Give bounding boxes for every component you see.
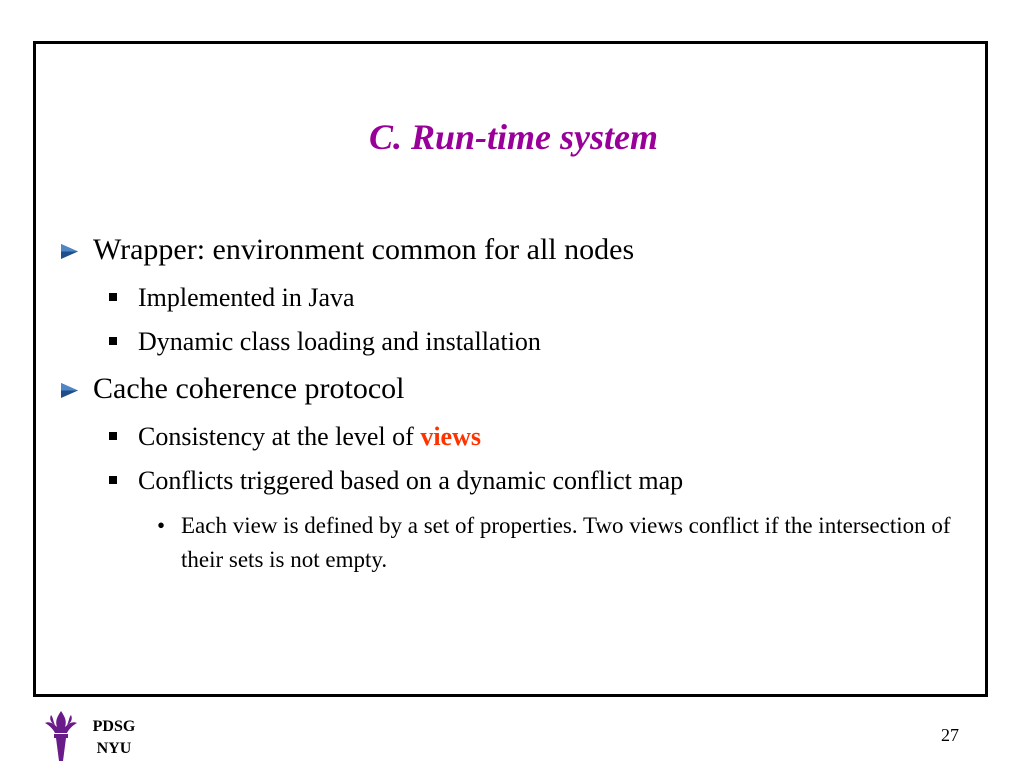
sub-bullet-consistency — [138, 422, 481, 452]
logo-text — [86, 716, 142, 760]
square-bullet-icon — [109, 432, 117, 440]
arrow-bullet-icon — [61, 244, 78, 259]
square-bullet-icon — [109, 337, 117, 345]
sub-sub-bullet-view-definition — [157, 509, 981, 577]
sub-bullet-java — [138, 283, 355, 313]
arrow-bullet-icon — [61, 383, 78, 398]
sub-bullet-text: Consistency at the level of — [138, 422, 421, 451]
sub-bullet-text: Dynamic class loading and installation — [138, 327, 541, 356]
sub-bullet-class-loading — [138, 327, 541, 357]
sub-bullet-text: Implemented in Java — [138, 283, 355, 312]
sub-bullet-conflicts — [138, 466, 683, 496]
slide-title: C. Run-time system — [368, 117, 659, 157]
bullet-item-wrapper — [93, 233, 634, 267]
emphasis-views: views — [420, 422, 481, 451]
square-bullet-icon — [109, 293, 117, 301]
page-number: 27 — [941, 725, 959, 745]
bullet-text: Cache coherence protocol — [93, 372, 405, 405]
logo-line-pdsg: PDSG — [92, 718, 136, 735]
sub-sub-bullet-text: Each view is defined by a set of properties. Two views conflict if the intersection of their sets is not empty. — [181, 513, 951, 572]
dot-bullet-icon: • — [157, 513, 166, 538]
sub-bullet-text: Conflicts triggered based on a dynamic conflict map — [138, 466, 684, 495]
slide-frame — [33, 41, 988, 697]
bullet-item-cache-coherence — [93, 372, 405, 406]
logo-line-nyu: NYU — [96, 740, 132, 757]
square-bullet-icon — [109, 476, 117, 484]
nyu-torch-icon — [41, 707, 81, 763]
bullet-text: Wrapper: environment common for all nodes — [93, 233, 635, 266]
